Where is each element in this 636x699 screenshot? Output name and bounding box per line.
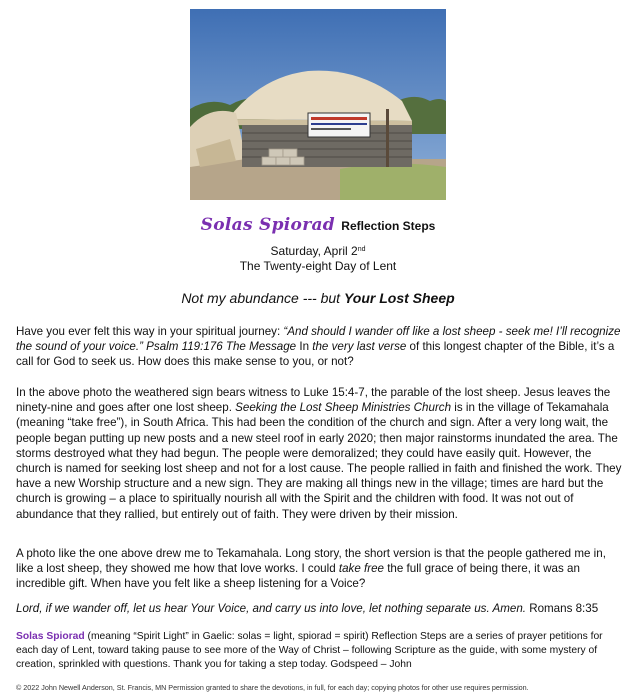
paragraph-intro	[16, 324, 622, 370]
day-of-lent: The Twenty-eight Day of Lent	[239, 259, 397, 273]
subtitle-part2: Your Lost Sheep	[343, 290, 455, 306]
p2-church-name: Seeking the Lost Sheep Ministries Church	[235, 401, 452, 415]
p1-italic: the very last verse	[312, 340, 407, 354]
date-suffix: nd	[357, 246, 366, 253]
p1-text-c: of this longest chapter of the Bible, it’s a call for God to seek us. How does this make sense to you, or not?	[16, 340, 615, 369]
p2-text-a: In the above photo the weathered sign bears witness to Luke 15:4-7, the parable of the lost sheep. Jesus leaves the ninety-nine and goes after one lost sheep.	[16, 386, 611, 415]
church-tent-photo	[190, 9, 446, 200]
p3-italic: take free	[338, 562, 384, 576]
p3-text-a: A photo like the one above drew me to Tekamahala. Long story, the short version is that the people gathered me in, like a lost sheep, they showed me how that love works. I could	[16, 547, 606, 576]
photo-illustration	[190, 9, 446, 200]
date-block	[0, 244, 636, 274]
paragraph-story	[16, 385, 622, 522]
closing-text: (meaning “Spirit Light” in Gaelic: solas = light, spiorad = spirit) Reflection Steps are a series of prayer petitions for each day of Lent, toward taking pause to see more of the Way of Christ – following Scripture as the guide, with some mystery of creation, sprinkled with questions. Thank you for taking a step today. Godspeed – John	[16, 631, 603, 670]
brand-suffix: Reflection Steps	[341, 219, 436, 233]
subtitle-part1: Not my abundance --- but	[181, 290, 344, 306]
copyright-footer: © 2022 John Newell Anderson, St. Francis, MN Permission granted to share the devotions, in full, for each day; copying photos for other use requires permission.	[16, 683, 529, 692]
paragraph-reflection	[16, 546, 622, 592]
subtitle	[0, 289, 636, 307]
p2-text-b: is in the village of Tekamahala (meaning “take free”), in South Africa. This had been the condition of the church and sign. After a very long wait, the people began putting up new posts and a new steel roof in early 2020; then major rainstorms inundated the area. The storms destroyed what they had begun. The people were demoralized; they could have easily quit. However, the church is named for seeking lost sheep and not for a lost cause. The people rallied in faith and finished the work. They have a new Worship structure and a new sign. They are making all things new in the village; times are hard but the church is growing – a place to spiritually nourish all with the Spirit and the children with food. It was not out of abundance that they rallied, but entirely out of faith. They were driven by their mission.	[16, 401, 622, 521]
closing-note	[16, 630, 622, 672]
title-line	[0, 216, 636, 235]
p1-text-b: In	[296, 340, 313, 354]
prayer	[16, 601, 622, 616]
prayer-text: Lord, if we wander off, let us hear Your Voice, and carry us into love, let nothing separate us. Amen.	[16, 602, 526, 615]
brand-title: Solas Spiorad	[200, 215, 335, 235]
date-text: Saturday, April 2	[270, 244, 358, 258]
p1-text-a: Have you ever felt this way in your spiritual journey:	[16, 325, 284, 338]
date	[0, 244, 636, 259]
p3-text-b: the full grace of being there, it was an incredible gift. When have you felt like a sheep listening for a Voice?	[16, 562, 580, 591]
p1-quote: “And should I wander off like a lost sheep - seek me! I’ll recognize the sound of your voice.” Psalm 119:176 The Message	[16, 325, 621, 354]
closing-brand: Solas Spiorad	[16, 631, 85, 642]
prayer-reference: Romans 8:35	[525, 602, 599, 615]
